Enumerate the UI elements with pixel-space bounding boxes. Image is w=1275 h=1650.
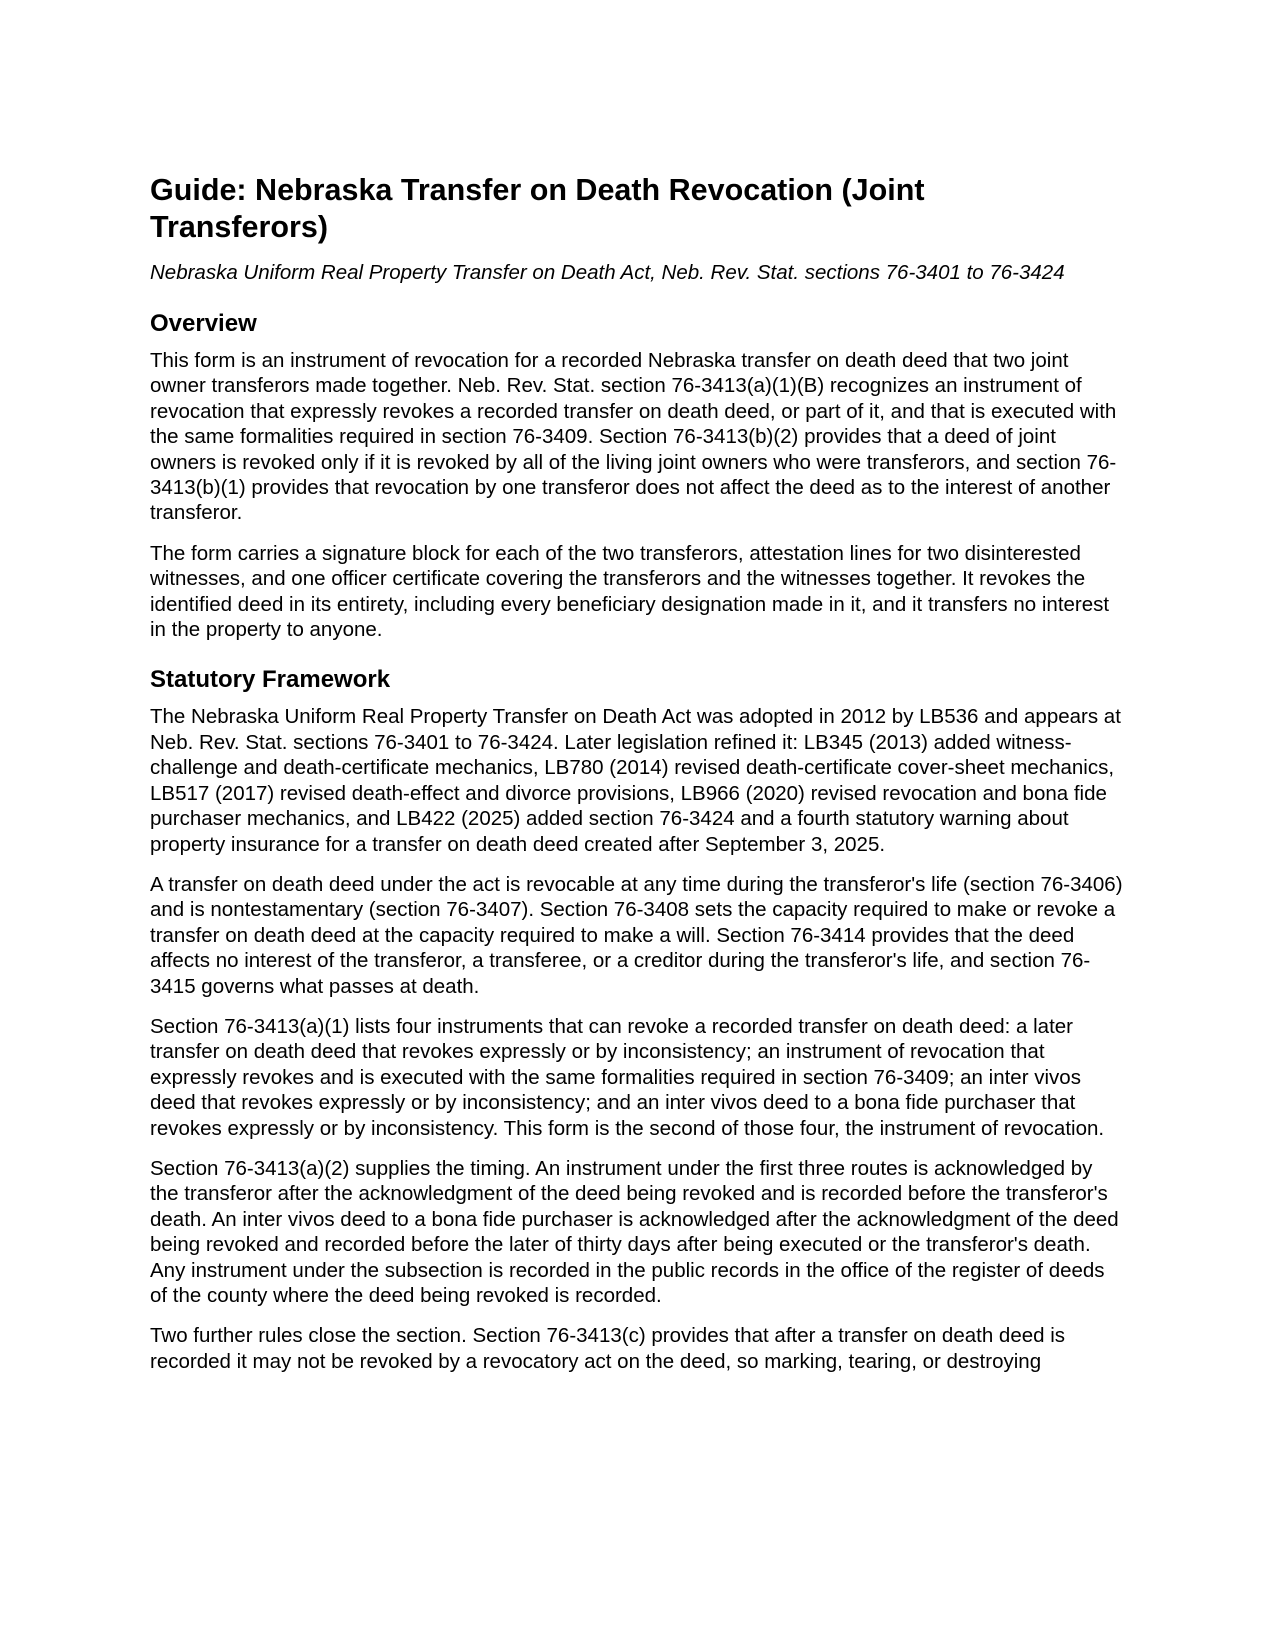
- section-heading: Statutory Framework: [150, 666, 391, 694]
- section-statutory-framework: [150, 665, 1126, 1374]
- paragraph: The Nebraska Uniform Real Property Transfer on Death Act was adopted in 2012 by LB536 and appears at Neb. Rev. Stat. sections 76-3401 to 76-3424. Later legislation refined it: LB345 (2013) added witness-challenge and death-certificate mechanics, LB780 (2014) revised death-certificate cover-sheet mechanics, LB517 (2017) revised death-effect and divorce provisions, LB966 (2020) revised revocation and bona fide purchaser mechanics, and LB422 (2025) added section 76-3424 and a fourth statutory warning about property insurance for a transfer on death deed created after September 3, 2025.: [150, 705, 1121, 856]
- document-title: Guide: Nebraska Transfer on Death Revocation (Joint Transferors): [150, 173, 925, 244]
- paragraph: Section 76-3413(a)(1) lists four instruments that can revoke a recorded transfer on death deed: a later transfer on death deed that revokes expressly or by inconsistency; an instrument of revocation that expressly revokes and is executed with the same formalities required in section 76-3409; an inter vivos deed that revokes expressly or by inconsistency; and an inter vivos deed to a bona fide purchaser that revokes expressly or by inconsistency. This form is the second of those four, the instrument of revocation.: [150, 1014, 1105, 1140]
- paragraph: Section 76-3413(a)(2) supplies the timing. An instrument under the first three routes is acknowledged by the transferor after the acknowledgment of the deed being revoked and is recorded before the transferor's death. An inter vivos deed to a bona fide purchaser is acknowledged after the acknowledgment of the deed being revoked and recorded before the later of thirty days after being executed or the transferor's death. Any instrument under the subsection is recorded in the public records in the office of the register of deeds of the county where the deed being revoked is recorded.: [150, 1156, 1119, 1307]
- paragraph: A transfer on death deed under the act is revocable at any time during the transferor's life (section 76-3406) and is nontestamentary (section 76-3407). Section 76-3408 sets the capacity required to make or revoke a transfer on death deed at the capacity required to make a will. Section 76-3414 provides that the deed affects no interest of the transferor, a transferee, or a creditor during the transferor's life, and section 76-3415 governs what passes at death.: [150, 872, 1123, 998]
- section-overview: [150, 309, 1126, 642]
- paragraph: This form is an instrument of revocation for a recorded Nebraska transfer on death deed that two joint owner transferors made together. Neb. Rev. Stat. section 76-3413(a)(1)(B) recognizes an instrument of revocation that expressly revokes a recorded transfer on death deed, or part of it, and that is executed with the same formalities required in section 76-3409. Section 76-3413(b)(2) provides that a deed of joint owners is revoked only if it is revoked by all of the living joint owners who were transferors, and section 76-3413(b)(1) provides that revocation by one transferor does not affect the deed as to the interest of another transferor.: [150, 349, 1117, 525]
- paragraph: Two further rules close the section. Section 76-3413(c) provides that after a transfer on death deed is recorded it may not be revoked by a revocatory act on the deed, so marking, tearing, or destroying: [150, 1324, 1066, 1373]
- document-content: [150, 172, 1126, 1397]
- section-heading: Overview: [150, 310, 257, 337]
- paragraph: The form carries a signature block for each of the two transferors, attestation lines for two disinterested witnesses, and one officer certificate covering the transferors and the witnesses together. It revokes the identified deed in its entirety, including every beneficiary designation made in it, and it transfers no interest in the property to anyone.: [150, 541, 1110, 642]
- document-subtitle: Nebraska Uniform Real Property Transfer on Death Act, Neb. Rev. Stat. sections 76-3401 to 76-3424: [150, 261, 1065, 284]
